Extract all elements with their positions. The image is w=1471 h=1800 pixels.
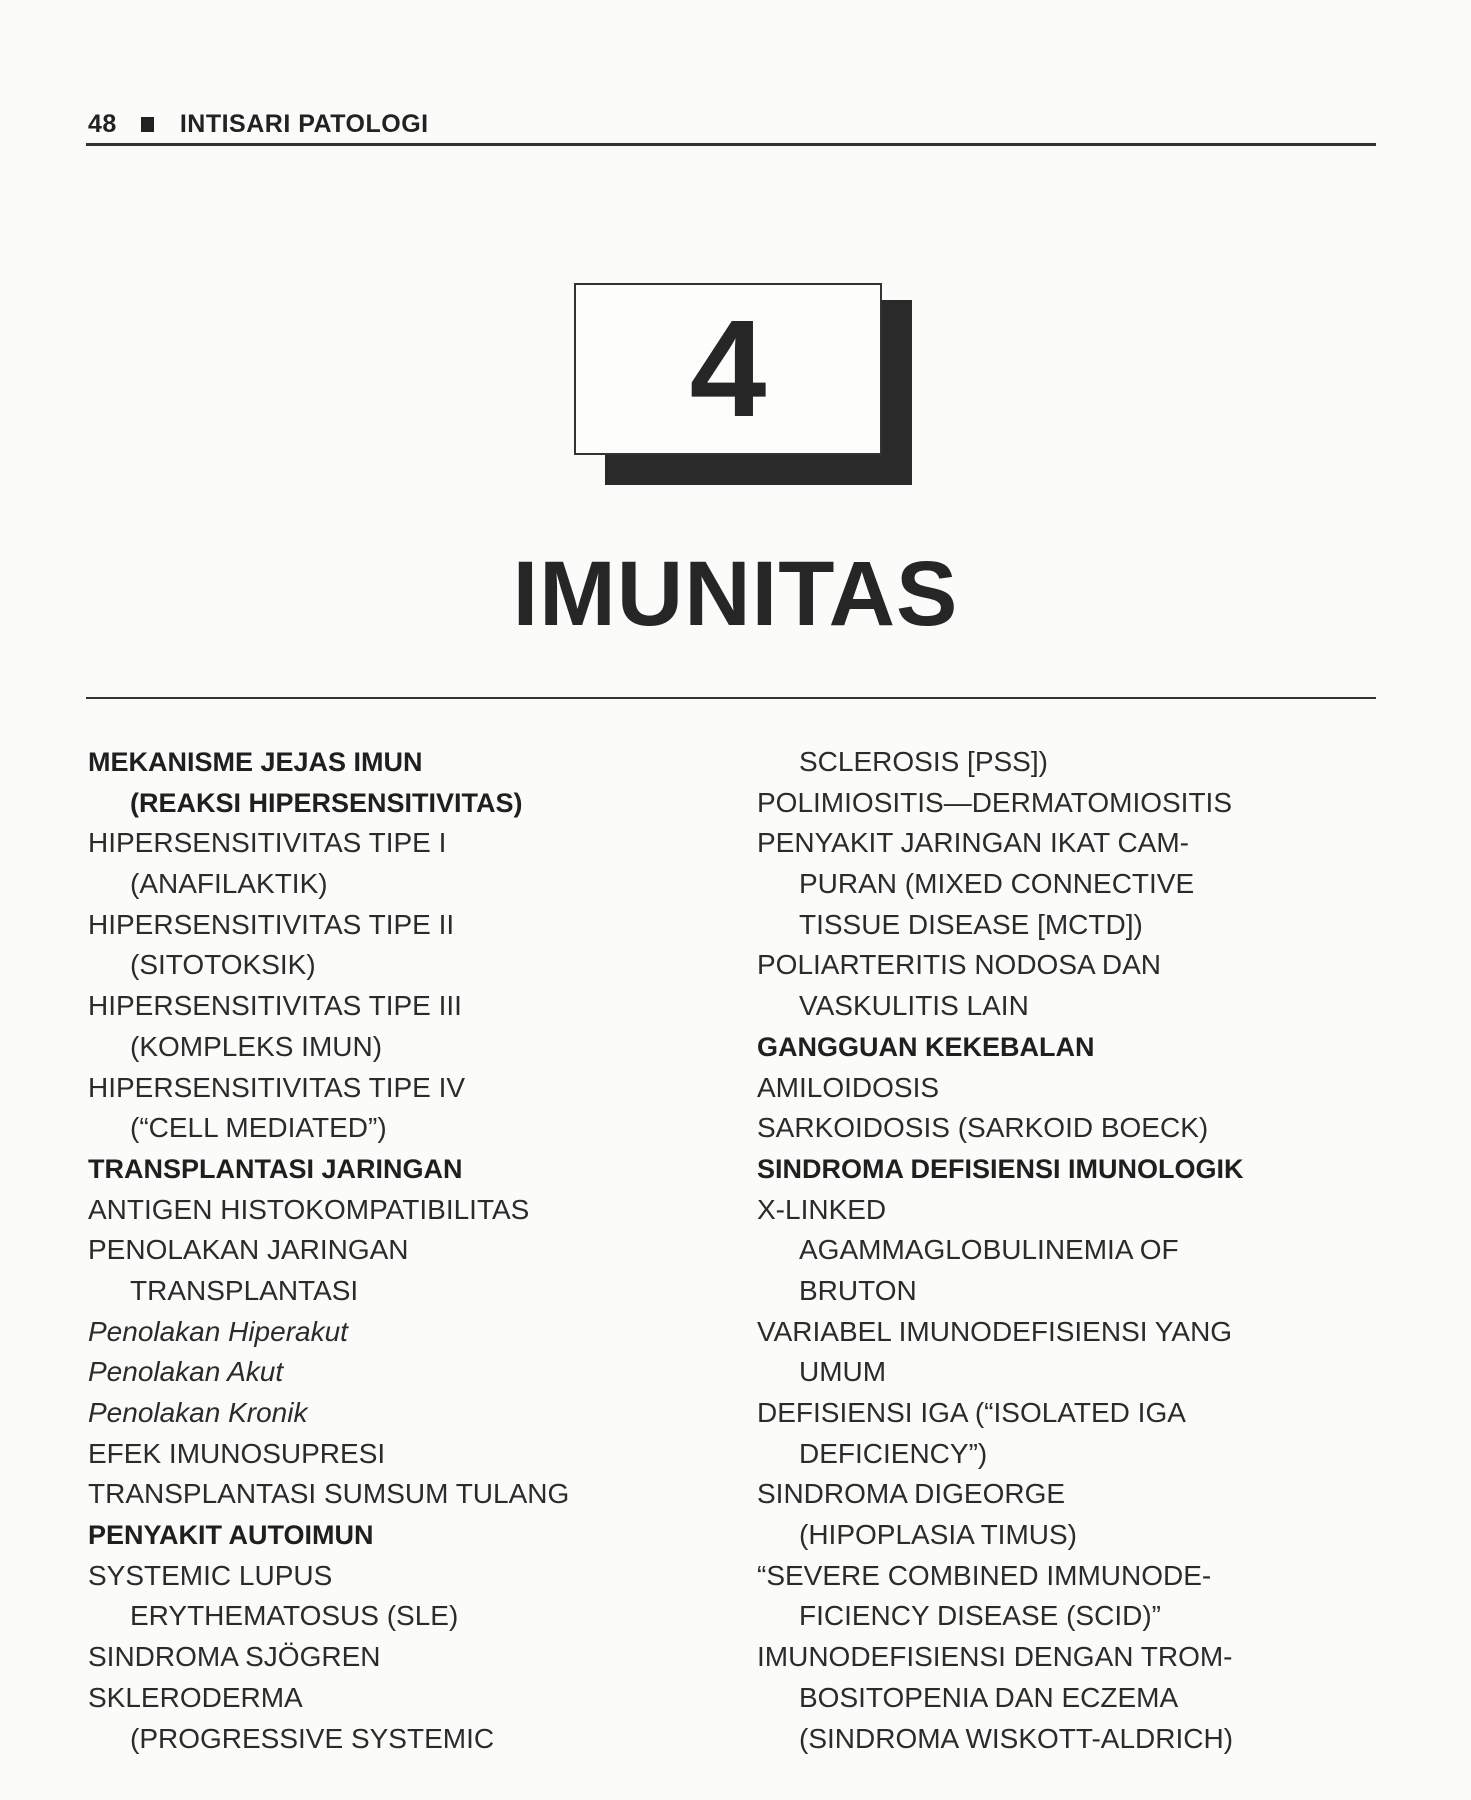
toc-left-column	[88, 742, 728, 1759]
toc-entry: BOSITOPENIA DAN ECZEMA	[799, 1681, 1179, 1713]
toc-entry: VARIABEL IMUNODEFISIENSI YANG	[757, 1315, 1233, 1347]
toc-entry: (HIPOPLASIA TIMUS)	[799, 1519, 1077, 1551]
toc-entry: HIPERSENSITIVITAS TIPE I	[88, 827, 447, 859]
toc-entry: SKLERODERMA	[88, 1681, 303, 1713]
toc-entry: X-LINKED	[757, 1193, 887, 1225]
toc-right-column	[757, 742, 1417, 1759]
chapter-title: IMUNITAS	[512, 543, 959, 645]
toc-entry: EFEK IMUNOSUPRESI	[88, 1437, 386, 1469]
toc-heading: MEKANISME JEJAS IMUN	[88, 747, 423, 777]
toc-entry: TRANSPLANTASI	[130, 1274, 359, 1306]
toc-entry: AMILOIDOSIS	[757, 1071, 940, 1103]
toc-entry: TRANSPLANTASI SUMSUM TULANG	[88, 1478, 570, 1510]
toc-heading: TRANSPLANTASI JARINGAN	[88, 1153, 463, 1184]
toc-entry: ANTIGEN HISTOKOMPATIBILITAS	[88, 1193, 530, 1225]
toc-entry: (“CELL MEDIATED”)	[130, 1112, 387, 1144]
toc-entry: PENYAKIT JARINGAN IKAT CAM-	[757, 827, 1190, 859]
toc-entry: (SITOTOKSIK)	[130, 949, 316, 981]
toc-entry: DEFICIENCY”)	[799, 1437, 988, 1469]
toc-entry: FICIENCY DISEASE (SCID)”	[799, 1600, 1161, 1632]
toc-entry: HIPERSENSITIVITAS TIPE II	[88, 908, 455, 940]
toc-entry: (ANAFILAKTIK)	[130, 868, 328, 900]
title-rule	[86, 697, 1376, 699]
toc-heading: SINDROMA DEFISIENSI IMUNOLOGIK	[757, 1153, 1244, 1184]
toc-entry: SYSTEMIC LUPUS	[88, 1559, 333, 1591]
toc-entry: POLIMIOSITIS—DERMATOMIOSITIS	[757, 786, 1233, 818]
toc-entry: IMUNODEFISIENSI DENGAN TROM-	[757, 1641, 1233, 1673]
header-rule	[86, 143, 1376, 146]
toc-entry: Penolakan Hiperakut	[88, 1315, 348, 1347]
toc-heading: GANGGUAN KEKEBALAN	[757, 1031, 1095, 1062]
toc-heading: PENYAKIT AUTOIMUN	[88, 1520, 374, 1551]
toc-entry: Penolakan Kronik	[88, 1397, 308, 1428]
toc-entry: (SINDROMA WISKOTT-ALDRICH)	[799, 1722, 1234, 1754]
toc-entry: (PROGRESSIVE SYSTEMIC	[130, 1722, 495, 1754]
running-header	[88, 110, 429, 139]
toc-entry: AGAMMAGLOBULINEMIA OF	[799, 1234, 1179, 1266]
toc-entry: HIPERSENSITIVITAS TIPE III	[88, 990, 462, 1022]
toc-entry: (KOMPLEKS IMUN)	[130, 1030, 383, 1062]
toc-entry: TISSUE DISEASE [MCTD])	[799, 908, 1143, 940]
toc-entry: UMUM	[799, 1356, 887, 1388]
toc-entry: SCLEROSIS [PSS])	[799, 746, 1048, 777]
square-bullet-icon	[141, 117, 154, 132]
toc-entry: DEFISIENSI IGA (“ISOLATED IGA	[757, 1397, 1186, 1428]
toc-entry: PENOLAKAN JARINGAN	[88, 1234, 409, 1266]
toc-entry: BRUTON	[799, 1274, 917, 1306]
toc-entry: PURAN (MIXED CONNECTIVE	[799, 868, 1195, 900]
toc-entry: SARKOIDOSIS (SARKOID BOECK)	[757, 1112, 1209, 1144]
chapter-number-box	[574, 283, 882, 455]
toc-heading: (REAKSI HIPERSENSITIVITAS)	[130, 787, 523, 818]
toc-entry: “SEVERE COMBINED IMMUNODE-	[757, 1559, 1212, 1591]
chapter-number: 4	[689, 292, 767, 446]
toc-entry: POLIARTERITIS NODOSA DAN	[757, 949, 1162, 981]
toc-entry: SINDROMA DIGEORGE	[757, 1478, 1066, 1510]
toc-entry: Penolakan Akut	[88, 1356, 284, 1388]
toc-entry: HIPERSENSITIVITAS TIPE IV	[88, 1071, 466, 1103]
toc-entry: VASKULITIS LAIN	[799, 990, 1029, 1022]
book-title: INTISARI PATOLOGI	[179, 110, 429, 138]
toc-entry: ERYTHEMATOSUS (SLE)	[130, 1600, 459, 1632]
toc-entry: SINDROMA SJÖGREN	[88, 1641, 381, 1673]
page-number: 48	[88, 110, 117, 138]
